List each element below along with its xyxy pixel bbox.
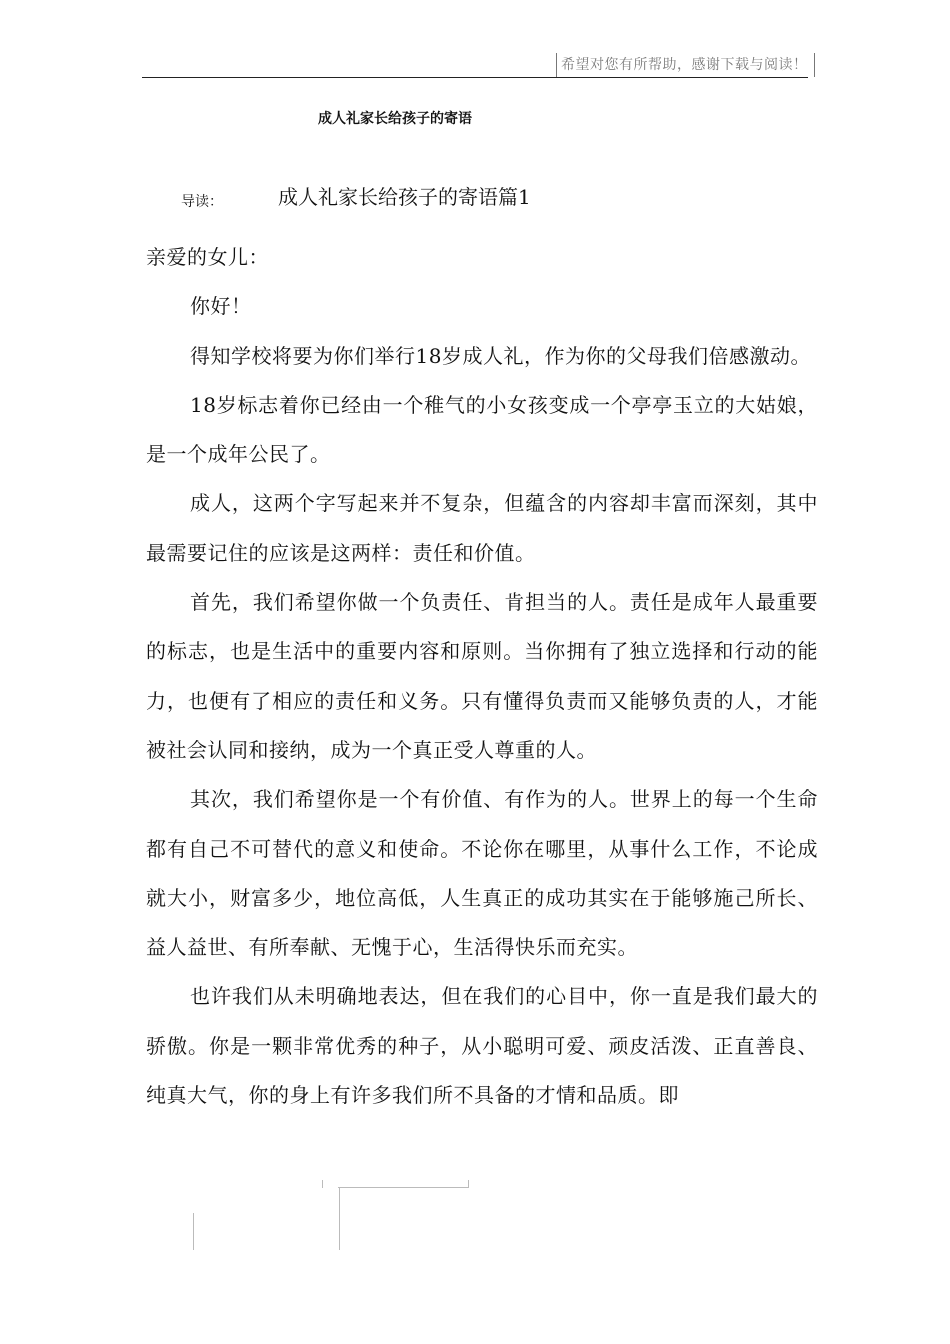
paragraph: 首先，我们希望你做一个负责任、肯担当的人。责任是成年人最重要的标志，也是生活中的重要内容和原则。当你拥有了独立选择和行动的能力，也便有了相应的责任和义务。只有懂得负责而又能够负责的人，才能被社会认同和接纳，成为一个真正受人尊重的人。 — [146, 590, 818, 762]
letter-body — [146, 233, 818, 1120]
table-fragment-line — [338, 1187, 469, 1188]
intro-label: 导读： — [181, 194, 223, 210]
table-fragment-line — [322, 1180, 323, 1188]
salutation: 亲爱的女儿： — [146, 245, 269, 269]
paragraph: 其次，我们希望你是一个有价值、有作为的人。世界上的每一个生命都有自己不可替代的意义和使命。不论你在哪里，从事什么工作，不论成就大小，财富多少，地位高低，人生真正的成功其实在于能够施己所长、益人益世、有所奉献、无愧于心，生活得快乐而充实。 — [146, 787, 818, 960]
header-rule — [142, 77, 808, 78]
paragraph: 也许我们从未明确地表达，但在我们的心目中，你一直是我们最大的骄傲。你是一颗非常优秀的种子，从小聪明可爱、顽皮活泼、正直善良、纯真大气，你的身上有许多我们所不具备的才情和品质。即 — [146, 984, 818, 1108]
table-fragment-line — [339, 1188, 340, 1250]
header-note: 希望对您有所帮助，感谢下载与阅读！ — [556, 53, 815, 77]
paragraph: 成人，这两个字写起来并不复杂，但蕴含的内容却丰富而深刻，其中最需要记住的应该是这两样：责任和价值。 — [146, 491, 818, 565]
paragraph: 18岁标志着你已经由一个稚气的小女孩变成一个亭亭玉立的大姑娘，是一个成年公民了。 — [146, 392, 818, 467]
intro-heading: 成人礼家长给孩子的寄语篇1 — [278, 185, 531, 209]
paragraph: 得知学校将要为你们举行18岁成人礼，作为你的父母我们倍感激动。 — [190, 343, 811, 368]
document-title: 成人礼家长给孩子的寄语 — [318, 111, 472, 127]
paragraph: 你好！ — [190, 294, 252, 319]
table-fragment-line — [193, 1213, 194, 1250]
